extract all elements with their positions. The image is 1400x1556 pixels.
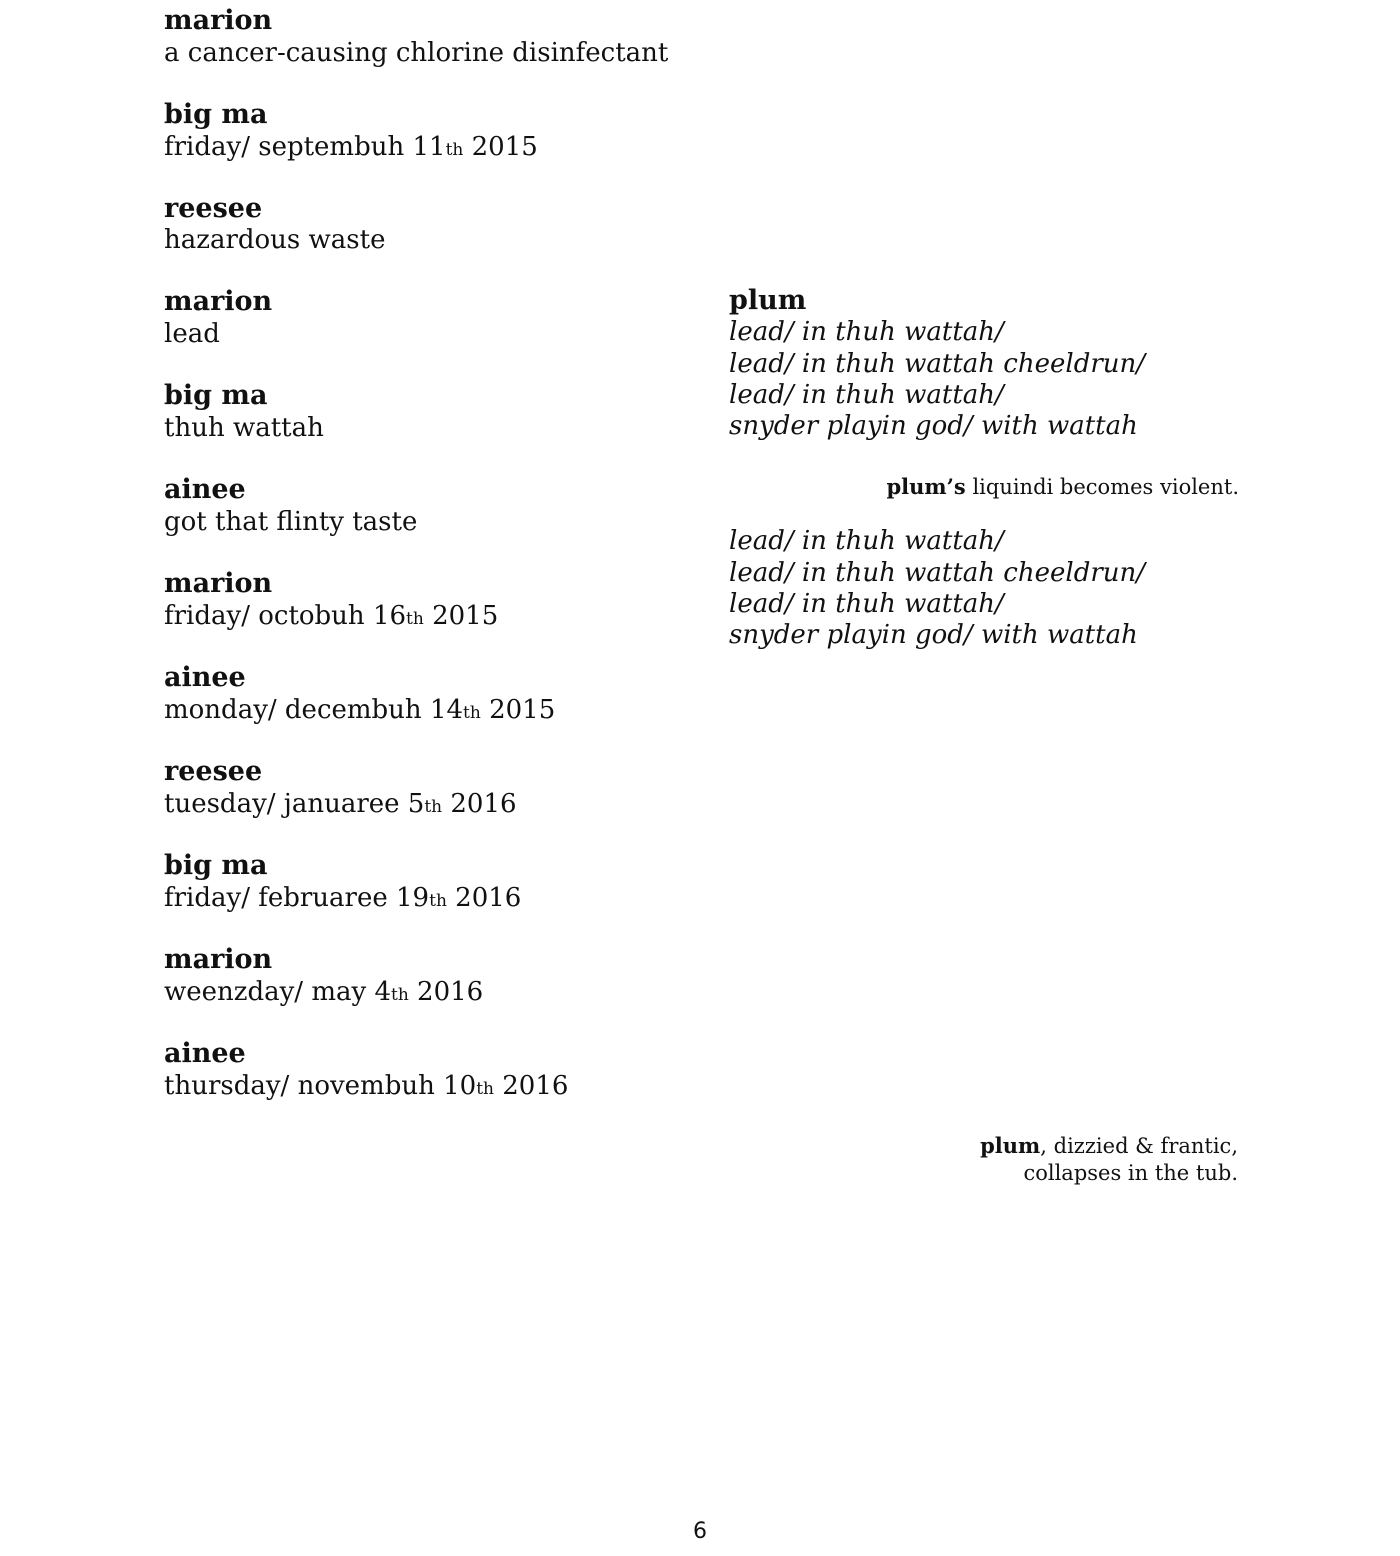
speaker-name: reesee	[164, 756, 263, 787]
ordinal-suffix: th	[390, 985, 409, 1005]
dialogue-line	[164, 1070, 568, 1105]
ordinal-suffix: th	[406, 609, 424, 629]
speaker-name-plum: plum	[729, 285, 807, 316]
dialogue-line	[164, 882, 521, 917]
verse-line: snyder playin god/ with wattah	[729, 411, 1138, 441]
ordinal-suffix: th	[476, 1079, 494, 1099]
dialogue-line: hazardous waste	[164, 225, 386, 255]
speaker-name: marion	[164, 286, 273, 317]
stage-direction	[886, 473, 1239, 501]
year-text: 2015	[480, 695, 556, 725]
dialogue-line	[164, 694, 555, 729]
stage-character-name: plum	[980, 1133, 1041, 1158]
dialogue-line: lead	[164, 319, 220, 349]
year-text: 2016	[493, 1071, 569, 1101]
year-text: 2015	[463, 132, 538, 162]
ordinal-suffix: th	[424, 797, 443, 817]
verse-line: lead/ in thuh wattah/	[729, 380, 1004, 410]
dialogue-line: thuh wattah	[164, 413, 324, 443]
date-text: weenzday/ may 4	[164, 977, 391, 1007]
dialogue-line	[164, 976, 483, 1011]
year-text: 2016	[408, 977, 484, 1007]
speaker-name: ainee	[164, 662, 246, 693]
dialogue-line: got that flinty taste	[164, 507, 418, 537]
verse-line: snyder playin god/ with wattah	[729, 620, 1138, 650]
year-text: 2016	[442, 789, 517, 819]
date-text: friday/ octobuh 16	[164, 601, 407, 631]
speaker-name: ainee	[164, 1038, 246, 1069]
speaker-name: big ma	[164, 380, 268, 411]
date-text: friday/ septembuh 11	[164, 132, 446, 162]
speaker-name: reesee	[164, 193, 263, 224]
speaker-name: big ma	[164, 99, 268, 130]
year-text: 2016	[446, 883, 522, 913]
dialogue-line: a cancer-causing chlorine disinfectant	[164, 38, 669, 68]
page-number: 6	[693, 1519, 707, 1544]
speaker-name: marion	[164, 5, 273, 36]
dialogue-line	[164, 131, 538, 166]
date-text: monday/ decembuh 14	[164, 695, 464, 725]
speaker-name: ainee	[164, 474, 246, 505]
stage-direction-line: collapses in the tub.	[1023, 1161, 1238, 1185]
stage-character-name: plum’s	[886, 474, 966, 499]
date-text: friday/ februaree 19	[164, 883, 430, 913]
verse-line: lead/ in thuh wattah cheeldrun/	[729, 349, 1146, 379]
stage-direction-text: , dizzied & frantic,	[1040, 1134, 1238, 1158]
date-text: thursday/ novembuh 10	[164, 1071, 477, 1101]
dialogue-line	[164, 600, 498, 635]
stage-direction-line	[980, 1132, 1238, 1160]
ordinal-suffix: th	[463, 703, 481, 723]
ordinal-suffix: th	[445, 140, 464, 160]
stage-direction-text: liquindi becomes violent.	[965, 475, 1239, 499]
stage-direction-closing	[980, 1132, 1238, 1187]
date-text: tuesday/ januaree 5	[164, 789, 425, 819]
ordinal-suffix: th	[429, 891, 447, 911]
dialogue-line	[164, 788, 517, 823]
year-text: 2015	[423, 601, 499, 631]
speaker-name: marion	[164, 944, 273, 975]
verse-line: lead/ in thuh wattah/	[729, 589, 1004, 619]
verse-line: lead/ in thuh wattah/	[729, 526, 1004, 556]
verse-line: lead/ in thuh wattah cheeldrun/	[729, 558, 1146, 588]
speaker-name: big ma	[164, 850, 268, 881]
verse-line: lead/ in thuh wattah/	[729, 317, 1004, 347]
speaker-name: marion	[164, 568, 273, 599]
